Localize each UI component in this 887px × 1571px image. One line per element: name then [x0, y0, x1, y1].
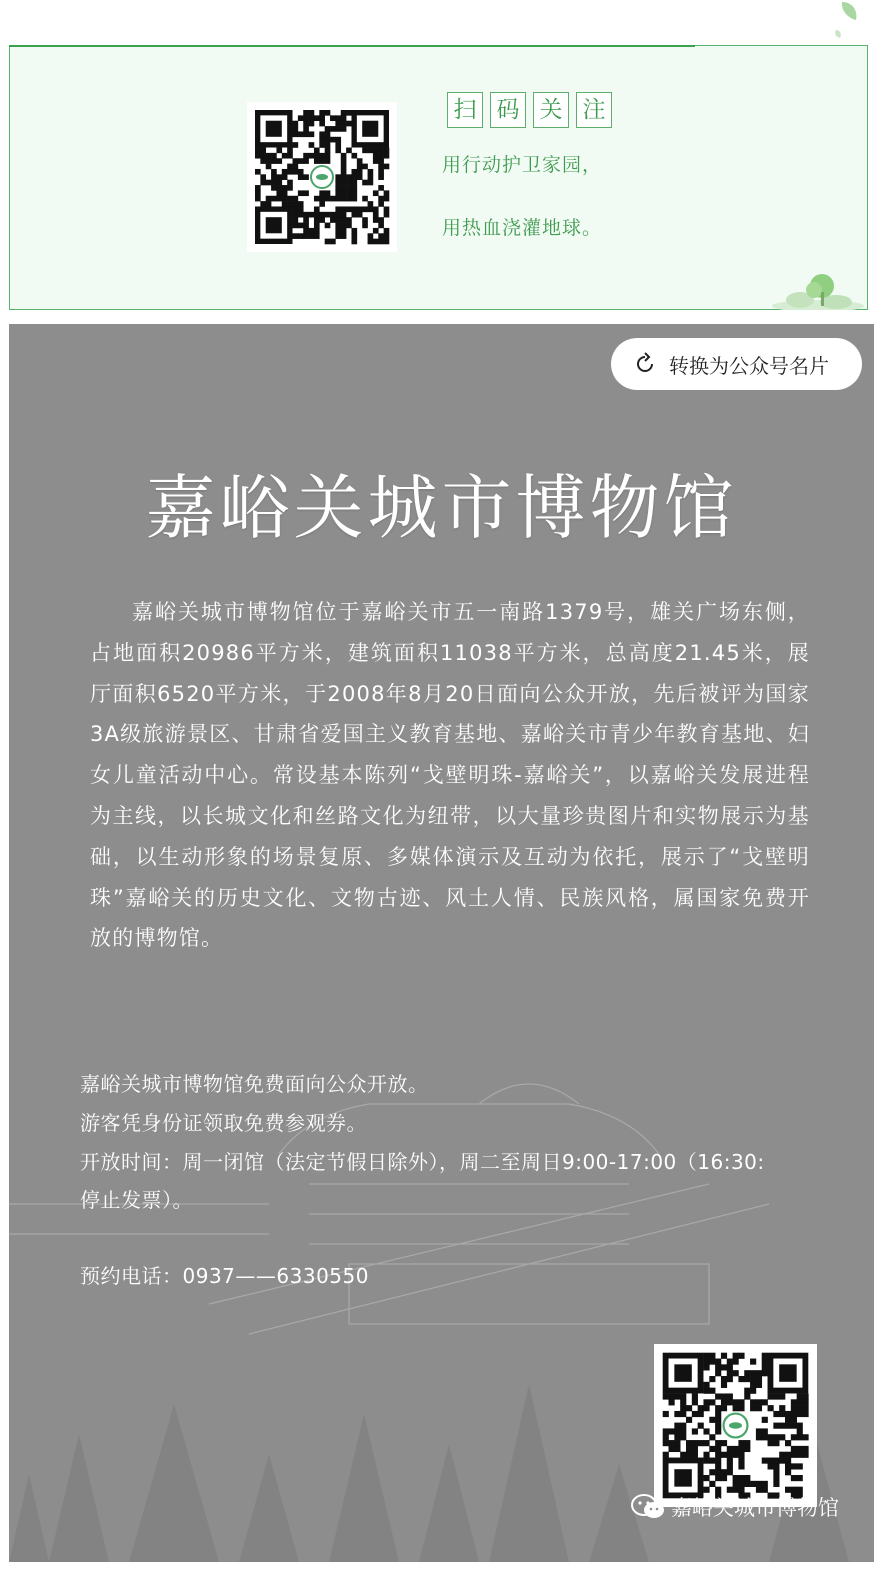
follow-card	[9, 45, 868, 310]
open-notice: 嘉峪关城市博物馆免费面向公众开放。	[80, 1072, 429, 1096]
museum-title: 嘉峪关城市博物馆	[145, 467, 738, 549]
refresh-icon	[633, 352, 657, 376]
account-name: 嘉峪关城市博物馆	[671, 1496, 839, 1520]
booking-phone: 预约电话：0937——6330550	[80, 1264, 369, 1288]
poster-qr-code	[654, 1344, 817, 1507]
convert-to-card-button[interactable]	[611, 338, 862, 390]
account-watermark	[631, 1492, 839, 1522]
slogan-line-2: 用热血浇灌地球。	[442, 217, 603, 239]
scan-char: 扫	[447, 92, 483, 128]
scan-char: 码	[490, 92, 526, 128]
wechat-icon	[631, 1494, 665, 1520]
ticket-notice: 游客凭身份证领取免费参观券。	[80, 1111, 367, 1135]
museum-introduction: 嘉峪关城市博物馆位于嘉峪关市五一南路1379号，雄关广场东侧，占地面积20986平方米，建筑面积11038平方米，总高度21.45米，展厅面积6520平方米，于2008年8月20日面向公众开放，先后被评为国家3A级旅游景区、甘肃省爱国主义教育基地、嘉峪关市青少年教育基地、妇女儿童活动中心。常设基本陈列“戈壁明珠-嘉峪关”，以嘉峪关发展进程为主线，以长城文化和丝路文化为纽带，以大量珍贵图片和实物展示为基础，以生动形象的场景复原、多媒体演示及互动为依托，展示了“戈壁明珠”嘉峪关的历史文化、文物古迹、风土人情、民族风格，属国家免费开放的博物馆。	[90, 600, 810, 951]
scan-follow-heading	[447, 92, 612, 128]
opening-hours: 开放时间：周一闭馆（法定节假日除外），周二至周日9:00-17:00（16:30:	[80, 1150, 765, 1174]
slogan-line-1: 用行动护卫家园，	[442, 154, 603, 176]
opening-hours-cont: 停止发票）。	[80, 1188, 193, 1212]
scan-char: 关	[533, 92, 569, 128]
convert-button-label: 转换为公众号名片	[669, 353, 829, 378]
tree-decoration-icon	[770, 268, 865, 310]
qr-code	[247, 102, 397, 252]
card-top-divider	[9, 45, 695, 47]
museum-poster	[9, 324, 874, 1562]
scan-char: 注	[576, 92, 612, 128]
leaf-decoration-icon	[828, 0, 868, 42]
